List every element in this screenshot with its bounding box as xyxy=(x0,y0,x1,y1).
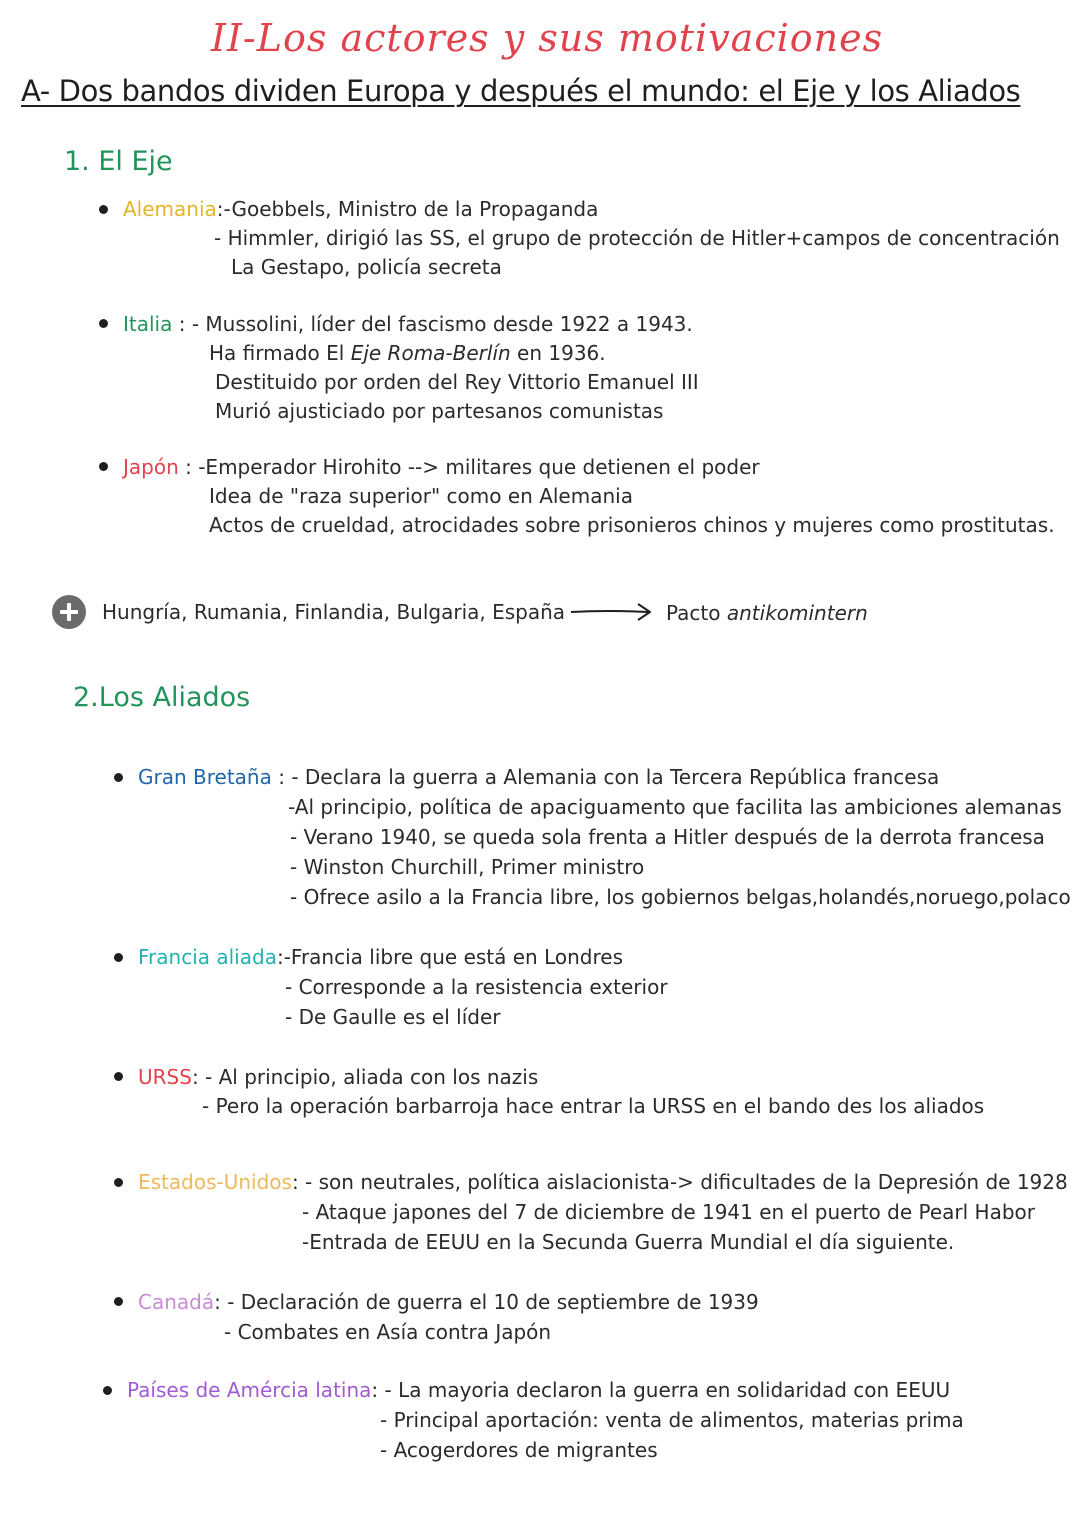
japon-line-3: Actos de crueldad, atrocidades sobre prisonieros chinos y mujeres como prostitutas. xyxy=(209,513,1055,537)
gb-text-1: : - Declara la guerra a Alemania con la Tercera República francesa xyxy=(271,765,940,789)
country-japon: Japón xyxy=(123,455,179,479)
country-america-latina: Países de Amércia latina xyxy=(127,1378,372,1402)
francia-text-1: :-Francia libre que está en Londres xyxy=(276,945,623,969)
gb-line-2: -Al principio, política de apaciguamento que facilita las ambiciones alemanas xyxy=(288,795,1062,819)
country-estados-unidos: Estados-Unidos xyxy=(138,1170,292,1194)
japon-text-1: : -Emperador Hirohito --> militares que detienen el poder xyxy=(178,455,760,479)
italia-line-4: Murió ajusticiado por partesanos comunistas xyxy=(215,399,664,423)
other-axis-countries: Hungría, Rumania, Finlandia, Bulgaria, España xyxy=(102,600,566,624)
country-alemania: Alemania xyxy=(123,197,217,221)
arrow-right-icon xyxy=(568,600,654,624)
bullet xyxy=(114,1072,123,1081)
pacto-label: Pacto xyxy=(666,601,727,625)
italia-text-2a: Ha firmado El xyxy=(209,341,351,365)
italia-line-3: Destituido por orden del Rey Vittorio Emanuel III xyxy=(215,370,699,394)
pacto-name: antikomintern xyxy=(726,601,868,625)
bullet xyxy=(99,205,108,214)
alemania-line-3: La Gestapo, policía secreta xyxy=(231,255,502,279)
country-gran-bretana: Gran Bretaña xyxy=(138,765,272,789)
latina-line-1 xyxy=(127,1377,950,1403)
urss-line-1 xyxy=(138,1064,538,1090)
bullet xyxy=(114,773,123,782)
latina-line-2: - Principal aportación: venta de alimentos, materias prima xyxy=(380,1408,964,1432)
gb-line-5: - Ofrece asilo a la Francia libre, los gobiernos belgas,holandés,noruego,polaco xyxy=(290,885,1071,909)
eeuu-line-2: - Ataque japones del 7 de diciembre de 1941 en el puerto de Pearl Habor xyxy=(302,1200,1035,1224)
urss-text-1: : - Al principio, aliada con los nazis xyxy=(191,1065,539,1089)
bullet xyxy=(99,319,108,328)
heading-los-aliados: 2.Los Aliados xyxy=(73,682,251,713)
francia-line-1 xyxy=(138,944,623,970)
urss-line-2: - Pero la operación barbarroja hace entrar la URSS en el bando des los aliados xyxy=(202,1094,985,1118)
gb-line-4: - Winston Churchill, Primer ministro xyxy=(290,855,645,879)
country-francia-aliada: Francia aliada xyxy=(138,945,277,969)
bullet xyxy=(114,953,123,962)
alemania-line-1 xyxy=(123,196,598,222)
bullet xyxy=(99,462,108,471)
bullet xyxy=(114,1297,123,1306)
country-canada: Canadá xyxy=(138,1290,215,1314)
bullet xyxy=(114,1178,123,1187)
eje-roma-berlin: Eje Roma-Berlín xyxy=(350,341,511,365)
bullet xyxy=(103,1386,112,1395)
italia-line-2 xyxy=(209,340,606,366)
francia-line-2: - Corresponde a la resistencia exterior xyxy=(285,975,668,999)
italia-text-1: : - Mussolini, líder del fascismo desde 1922 a 1943. xyxy=(172,312,693,336)
heading-el-eje: 1. El Eje xyxy=(64,146,173,177)
canada-text-1: : - Declaración de guerra el 10 de septiembre de 1939 xyxy=(214,1290,759,1314)
country-urss: URSS xyxy=(138,1065,192,1089)
canada-line-2: - Combates en Asía contra Japón xyxy=(224,1320,552,1344)
pacto-antikomintern xyxy=(666,600,868,626)
japon-line-2: Idea de "raza superior" como en Alemania xyxy=(209,484,633,508)
canada-line-1 xyxy=(138,1289,759,1315)
italia-text-2b: en 1936. xyxy=(510,341,606,365)
alemania-line-2: - Himmler, dirigió las SS, el grupo de protección de Hitler+campos de concentración xyxy=(214,226,1060,250)
page-title: II-Los actores y sus motivaciones xyxy=(210,16,884,60)
plus-icon xyxy=(52,595,86,629)
latina-text-1: : - La mayoria declaron la guerra en solidaridad con EEUU xyxy=(371,1378,951,1402)
gb-line-1 xyxy=(138,764,939,790)
eeuu-line-1 xyxy=(138,1169,1068,1195)
section-subtitle: A- Dos bandos dividen Europa y después el mundo: el Eje y los Aliados xyxy=(21,74,1021,108)
italia-line-1 xyxy=(123,311,693,337)
country-italia: Italia xyxy=(123,312,173,336)
gb-line-3: - Verano 1940, se queda sola frenta a Hitler después de la derrota francesa xyxy=(290,825,1045,849)
japon-line-1 xyxy=(123,454,760,480)
eeuu-text-1: : - son neutrales, política aislacionista-> dificultades de la Depresión de 1928 xyxy=(291,1170,1068,1194)
alemania-text-1: :-Goebbels, Ministro de la Propaganda xyxy=(216,197,599,221)
francia-line-3: - De Gaulle es el líder xyxy=(285,1005,501,1029)
latina-line-3: - Acogerdores de migrantes xyxy=(380,1438,658,1462)
eeuu-line-3: -Entrada de EEUU en la Secunda Guerra Mundial el día siguiente. xyxy=(302,1230,955,1254)
